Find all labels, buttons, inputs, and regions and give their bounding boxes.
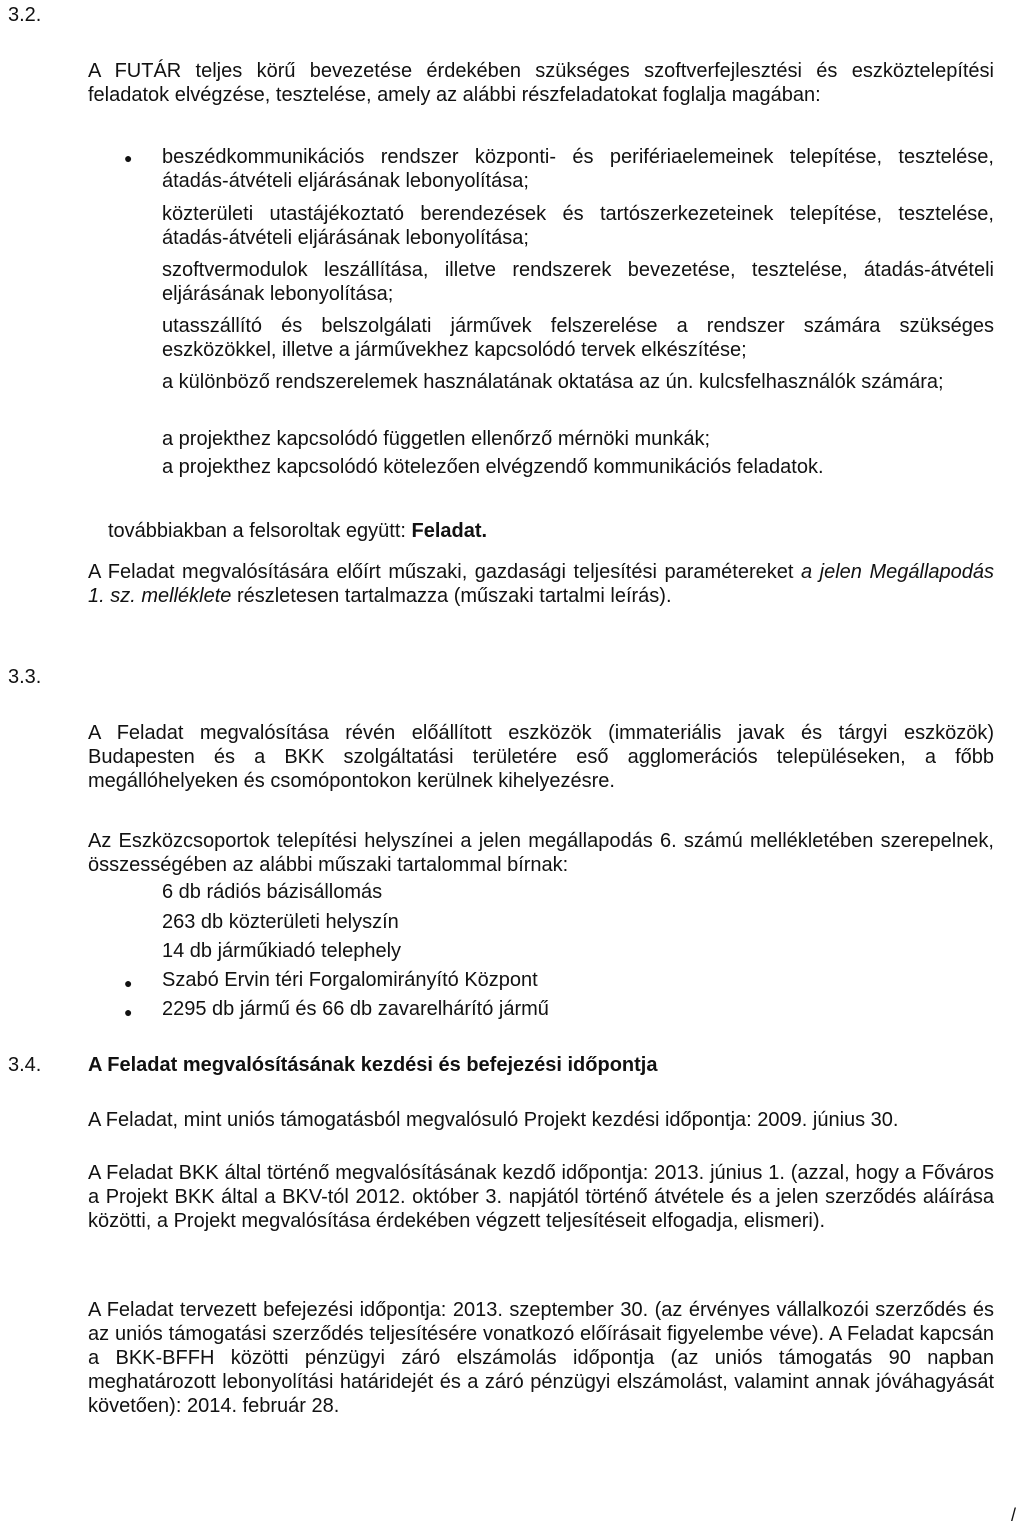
section-3-4-paragraph: A Feladat, mint uniós támogatásból megvalósuló Projekt kezdési időpontja: 2009. június 30.: [88, 1109, 899, 1131]
list-item: a projekthez kapcsolódó független ellenőrző mérnöki munkák;: [162, 428, 711, 450]
list-item: 14 db járműkiadó telephely: [162, 940, 402, 962]
list-item: utasszállító és belszolgálati járművek felszerelése a rendszer számára szükséges eszközökkel, illetve a járművekhez kapcsolódó tervek elkészítése;: [162, 315, 994, 361]
bullet-dot-icon: ●: [124, 975, 133, 991]
section-3-4-paragraph: A Feladat BKK által történő megvalósításának kezdő időpontja: 2013. június 1. (azzal, hogy a Főváros a Projekt BKK által a BKV-tól 2012. október 3. napjától történő átvétele és a jelen szerződés aláírása közötti, a Projekt megvalósítása érdekében végzett teljesítéseit elfogadja, elismeri).: [88, 1162, 994, 1232]
section-number-3-3: 3.3.: [8, 666, 42, 688]
list-item: a különböző rendszerelemek használatának oktatása az ún. kulcsfelhasználók számára;: [162, 371, 944, 393]
section-3-3-paragraph: Az Eszközcsoportok telepítési helyszínei a jelen megállapodás 6. számú mellékletében szerepelnek, összességében az alábbi műszaki tartalommal bírnak:: [88, 830, 994, 876]
defined-term: Feladat.: [411, 520, 488, 542]
section-3-3-paragraph: A Feladat megvalósítása révén előállított eszközök (immateriális javak és tárgyi eszközök) Budapesten és a BKK szolgáltatási területére eső agglomerációs településeken, a főbb megállóhelyeken és csomópontokon kerülnek kihelyezésre.: [88, 722, 994, 792]
section-3-2-reference: A Feladat megvalósítására előírt műszaki, gazdasági teljesítési paramétereket a jelen Megállapodás 1. sz. melléklete részletesen tartalmazza (műszaki tartalmi leírás).: [88, 561, 994, 607]
section-3-4-heading: A Feladat megvalósításának kezdési és befejezési időpontja: [88, 1054, 658, 1076]
list-item: 6 db rádiós bázisállomás: [162, 881, 383, 903]
annex-reference: a jelen Megállapodás 1. sz. melléklete: [88, 561, 994, 607]
list-item: beszédkommunikációs rendszer központi- és perifériaelemeinek telepítése, tesztelése, átadás-átvételi eljárásának lebonyolítása;: [162, 146, 994, 192]
list-item: közterületi utastájékoztató berendezések és tartószerkezeteinek telepítése, tesztelése, átadás-átvételi eljárásának lebonyolítása;: [162, 203, 994, 249]
bullet-dot-icon: ●: [124, 1004, 133, 1020]
section-number-3-4: 3.4.: [8, 1054, 42, 1076]
bullet-dot-icon: ●: [124, 150, 133, 166]
list-item: 2295 db jármű és 66 db zavarelhárító jármű: [162, 998, 549, 1020]
list-item: 263 db közterületi helyszín: [162, 911, 399, 933]
margin-mark: /: [1010, 1505, 1016, 1525]
section-3-4-paragraph: A Feladat tervezett befejezési időpontja: 2013. szeptember 30. (az érvényes vállalkozói szerződés és az uniós támogatási szerződés teljesítésére vonatkozó előírásait figyelembe véve). A Feladat kapcsán a BKK-BFFH közötti pénzügyi záró elszámolás időpontja (az uniós támogatás 90 napban meghatározott lebonyolítási határidejét és a záró pénzügyi elszámolást, valamint annak jóváhagyását követően): 2014. február 28.: [88, 1299, 994, 1417]
section-3-2-intro: A FUTÁR teljes körű bevezetése érdekében szükséges szoftverfejlesztési és eszköztelepítési feladatok elvégzése, tesztelése, amely az alábbi részfeladatokat foglalja magában:: [88, 60, 994, 106]
section-number-3-2: 3.2.: [8, 4, 42, 26]
section-3-2-summary: továbbiakban a felsoroltak együtt: Feladat.: [108, 520, 488, 542]
list-item: a projekthez kapcsolódó kötelezően elvégzendő kommunikációs feladatok.: [162, 456, 824, 478]
list-item: szoftvermodulok leszállítása, illetve rendszerek bevezetése, tesztelése, átadás-átvételi eljárásának lebonyolítása;: [162, 259, 994, 305]
list-item: Szabó Ervin téri Forgalomirányító Központ: [162, 969, 538, 991]
